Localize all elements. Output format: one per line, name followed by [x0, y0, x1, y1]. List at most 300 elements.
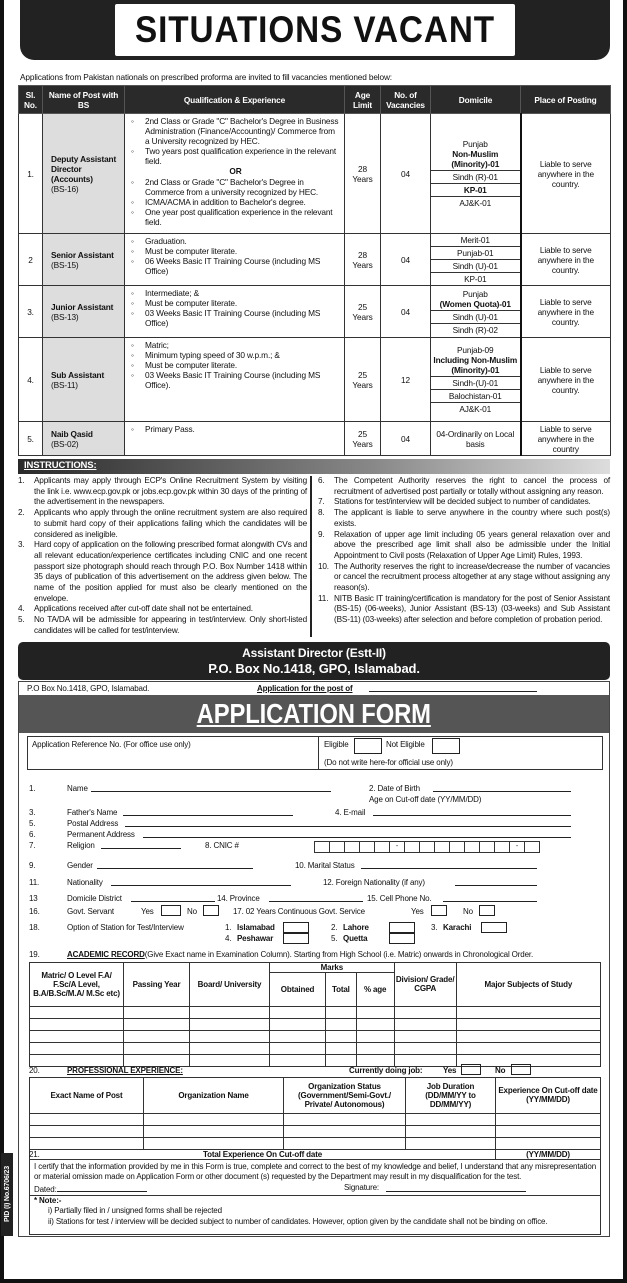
field-number: 3.: [29, 807, 36, 817]
instruction-item: [318, 562, 610, 594]
age-limit: [345, 338, 381, 422]
age-unit: Years: [352, 379, 373, 390]
academic-cell[interactable]: [456, 1042, 600, 1054]
job-no-checkbox[interactable]: [511, 1064, 531, 1075]
cnic-digit-box[interactable]: [329, 841, 345, 853]
academic-cell[interactable]: [326, 1042, 357, 1054]
col-header: Age Limit: [345, 86, 381, 114]
instruction-number: 4.: [18, 604, 25, 614]
cnic-digit-box[interactable]: -: [509, 841, 525, 853]
academic-cell[interactable]: [190, 1006, 270, 1018]
domicile-text: Punjab: [462, 139, 488, 149]
age-unit: Years: [352, 438, 373, 449]
academic-cell[interactable]: [124, 1018, 190, 1030]
domicile-item: [431, 138, 520, 171]
qualification-cell: [125, 114, 345, 234]
serial-number: 2: [19, 234, 43, 286]
station-number: 3.: [431, 922, 438, 932]
province-input[interactable]: [269, 893, 363, 902]
table-row: [19, 286, 611, 338]
domicile-text: Balochistan-01: [448, 391, 502, 401]
domicile-item: [431, 324, 520, 336]
domicile-text: Punjab-01: [457, 248, 494, 258]
academic-cell[interactable]: [326, 1006, 357, 1018]
instruction-number: 2.: [18, 508, 25, 518]
domicile-text: AJ&K-01: [459, 198, 492, 208]
note-item: ii) Stations for test / interview will be decided subject to number of candidates. However, option given by the candidate shall not be binding on office.: [48, 1216, 548, 1226]
dob-label: 2. Date of Birth: [369, 783, 420, 793]
domicile-text: Sindh (R)-01: [452, 172, 498, 182]
domicile-quota: Including Non-Muslim (Minority)-01: [433, 355, 518, 375]
academic-cell[interactable]: [394, 1054, 456, 1066]
instruction-item: [318, 508, 610, 529]
col-header: Domicile: [431, 86, 521, 114]
govt-yes-label: Yes: [141, 906, 154, 916]
academic-cell[interactable]: [30, 1054, 124, 1066]
instructions-right: [310, 476, 610, 637]
age-unit: Years: [352, 259, 373, 270]
marital-status-input[interactable]: [361, 860, 537, 869]
domicile-text: AJ&K-01: [459, 404, 492, 414]
instruction-text: Applications received after cut-off date shall not be entertained.: [34, 604, 253, 614]
domicile-text: KP-01: [464, 274, 487, 284]
station-name: Karachi: [443, 922, 472, 932]
station-checkbox[interactable]: [389, 922, 415, 933]
vacancies: 04: [381, 422, 431, 456]
service-no-label: No: [463, 906, 473, 916]
academic-cell[interactable]: [124, 1054, 190, 1066]
post-name: Sub Assistant: [51, 369, 105, 380]
experience-cell[interactable]: [284, 1113, 406, 1125]
qualification-cell: [125, 286, 345, 338]
cnic-digit-box[interactable]: [344, 841, 360, 853]
qualification-item: ◦ 03 Weeks Basic IT Training Course (including MS Office).: [131, 370, 340, 390]
cnic-digit-box[interactable]: [359, 841, 375, 853]
station-number: 4.: [225, 933, 232, 943]
post-name-cell: [43, 114, 125, 234]
domicile-input[interactable]: [131, 893, 215, 902]
station-checkbox[interactable]: [283, 922, 309, 933]
col-header: Exact Name of Post: [30, 1077, 144, 1113]
col-header: Sl. No.: [19, 86, 43, 114]
domicile-item: [431, 390, 520, 403]
table-row: [19, 422, 611, 456]
academic-row: [30, 1018, 601, 1030]
domicile-text: Punjab: [462, 288, 488, 299]
station-number: 1.: [225, 922, 232, 932]
cnic-digit-box[interactable]: [419, 841, 435, 853]
dated-input[interactable]: [57, 1183, 147, 1192]
table-row: [19, 114, 611, 234]
vacancies: 12: [381, 338, 431, 422]
station-name: Islamabad: [237, 922, 275, 932]
instruction-number: 5.: [18, 615, 25, 625]
serial-number: 1.: [19, 114, 43, 234]
academic-desc: (Give Exact name in Examination Column). Starting from High School (i.e. Matric) onwards in Chronological Order.: [144, 949, 534, 959]
intro-text: Applications from Pakistan nationals on prescribed proforma are invited to fill vacancies mentioned below:: [20, 72, 392, 82]
age-limit: [345, 422, 381, 456]
religion-label: Religion: [67, 840, 95, 850]
pid-strip: [1, 1153, 13, 1236]
domicile-cell: [431, 422, 521, 456]
domicile-quota: KP-01: [463, 185, 487, 195]
academic-cell[interactable]: [270, 1042, 326, 1054]
certification-box: [29, 1159, 601, 1235]
govt-no-checkbox[interactable]: [203, 905, 219, 916]
qualification-item: ◦ One year post qualification experience in the relevant field.: [131, 207, 340, 227]
cnic-label: 8. CNIC #: [205, 840, 239, 850]
email-input[interactable]: [373, 807, 571, 816]
experience-cell[interactable]: [496, 1125, 601, 1137]
experience-table: [29, 1077, 601, 1160]
age-value: 25: [358, 428, 367, 439]
academic-cell[interactable]: [270, 1030, 326, 1042]
col-header: Place of Posting: [521, 86, 611, 114]
service-yes-checkbox[interactable]: [431, 905, 447, 916]
field-number: 11.: [29, 877, 40, 887]
cnic-digit-box[interactable]: [404, 841, 420, 853]
qualification-item: ◦ Primary Pass.: [131, 424, 340, 434]
cnic-digit-box[interactable]: [464, 841, 480, 853]
permanent-address-input[interactable]: [143, 829, 571, 838]
domicile-cell: [431, 286, 521, 338]
academic-cell[interactable]: [190, 1030, 270, 1042]
post-name-cell: [43, 286, 125, 338]
job-yes-checkbox[interactable]: [461, 1064, 481, 1075]
permanent-address-label: Permanent Address: [67, 829, 135, 839]
post-bs: (BS-11): [51, 379, 78, 390]
field-number: 16.: [29, 906, 40, 916]
page-content: [3, 0, 610, 1241]
not-eligible-checkbox[interactable]: [432, 738, 460, 754]
academic-cell[interactable]: [190, 1054, 270, 1066]
academic-cell[interactable]: [456, 1030, 600, 1042]
service-no-checkbox[interactable]: [479, 905, 495, 916]
qualification-item: ◦ 2nd Class or Grade "C" Bachelor's Degree in Business Administration (Finance/Accounting)/ Commerce from a University recognized by HEC.: [131, 116, 340, 146]
post-of-input[interactable]: [369, 683, 537, 692]
total-experience-unit: (YY/MM/DD): [496, 1149, 601, 1159]
academic-cell[interactable]: [270, 1006, 326, 1018]
govt-yes-checkbox[interactable]: [161, 905, 181, 916]
current-job-label: Currently doing job:: [349, 1065, 423, 1075]
postal-address-label: Postal Address: [67, 818, 119, 828]
domicile-item: [431, 197, 520, 209]
cnic-digit-box[interactable]: [524, 841, 540, 853]
continuous-service-label: 17. 02 Years Continuous Govt. Service: [233, 906, 365, 916]
domicile-text: 04-Ordinarily on Local basis: [436, 428, 515, 449]
email-label: 4. E-mail: [335, 807, 366, 817]
instruction-text: No TA/DA will be admissible for appearing in test/interview. Only short-listed candidates will be called for test/interview.: [34, 615, 307, 635]
instruction-number: 3.: [18, 540, 25, 550]
academic-cell[interactable]: [270, 1018, 326, 1030]
academic-cell[interactable]: [30, 1018, 124, 1030]
cnic-digit-box[interactable]: [494, 841, 510, 853]
instruction-number: 1.: [18, 476, 25, 485]
domicile-label: Domicile District: [67, 893, 122, 903]
place-of-posting: Liable to serve anywhere in the country.: [521, 234, 611, 286]
experience-cell[interactable]: [406, 1137, 496, 1149]
instruction-text: Hard copy of application on the following prescribed format alongwith CVs and all relevant education/experience certificates including CNIC and one recent passport size photograph should reach through P.O. Box Number 1418 within 35 days of publication of this advertisement on the address given below. The name of the position applied for must also be clearly mentioned on the envelope.: [34, 540, 307, 603]
instruction-item: [18, 476, 307, 508]
post-of-label: Application for the post of: [257, 683, 353, 693]
field-number: 13: [29, 893, 38, 903]
experience-cell[interactable]: [30, 1125, 144, 1137]
experience-cell[interactable]: [284, 1137, 406, 1149]
academic-cell[interactable]: [30, 1006, 124, 1018]
academic-cell[interactable]: [394, 1018, 456, 1030]
province-label: 14. Province: [217, 893, 260, 903]
academic-cell[interactable]: [356, 1042, 394, 1054]
academic-cell[interactable]: [356, 1018, 394, 1030]
qualification-item: ◦ ICMA/ACMA in addition to Bachelor's degree.: [131, 197, 340, 207]
academic-cell[interactable]: [270, 1054, 326, 1066]
qualification-item: ◦ 2nd Class or Grade "C" Bachelor's Degree in Commerce from a university recognized by HEC.: [131, 177, 340, 197]
nationality-input[interactable]: [111, 877, 291, 886]
experience-cell[interactable]: [144, 1137, 284, 1149]
domicile-text: Sindh-(U)-01: [452, 378, 499, 388]
instruction-item: [18, 604, 307, 615]
serial-number: 4.: [19, 338, 43, 422]
age-unit: Years: [352, 173, 373, 184]
academic-cell[interactable]: [394, 1030, 456, 1042]
religion-input[interactable]: [101, 840, 181, 849]
academic-cell[interactable]: [326, 1054, 357, 1066]
postal-address-input[interactable]: [125, 818, 571, 827]
qualification-item: ◦ Must be computer literate.: [131, 298, 340, 308]
eligible-checkbox[interactable]: [354, 738, 382, 754]
academic-cell[interactable]: [456, 1006, 600, 1018]
col-header: Organization Name: [144, 1077, 284, 1113]
vacancies-table: [18, 85, 611, 456]
signature-input[interactable]: [386, 1183, 526, 1192]
col-header: Major Subjects of Study: [456, 962, 600, 1006]
col-header: Matric/ O Level F.A/ F.Sc/A Level, B.A/B.Sc/M.A/ M.Sc etc): [30, 962, 124, 1006]
academic-cell[interactable]: [356, 1054, 394, 1066]
academic-cell[interactable]: [190, 1018, 270, 1030]
experience-cell[interactable]: [284, 1125, 406, 1137]
instruction-number: 8.: [318, 508, 325, 518]
station-name: Lahore: [343, 922, 369, 932]
qualification-cell: [125, 234, 345, 286]
post-name: Senior Assistant: [51, 249, 114, 260]
academic-cell[interactable]: [356, 1006, 394, 1018]
note-title: * Note:-: [34, 1195, 62, 1205]
age-value: 25: [358, 301, 367, 312]
instructions-heading: INSTRUCTIONS:: [18, 459, 610, 474]
station-checkbox[interactable]: [389, 933, 415, 944]
instruction-item: [18, 508, 307, 540]
academic-cell[interactable]: [456, 1018, 600, 1030]
age-unit: Years: [352, 311, 373, 322]
experience-cell[interactable]: [30, 1137, 144, 1149]
experience-cell[interactable]: [496, 1113, 601, 1125]
address-banner: [18, 642, 610, 680]
experience-row: [30, 1113, 601, 1125]
academic-cell[interactable]: [394, 1006, 456, 1018]
post-name-cell: [43, 234, 125, 286]
academic-title: ACADEMIC RECORD: [67, 949, 145, 959]
address-line1: Assistant Director (Estt-II): [242, 645, 386, 660]
post-name-cell: [43, 338, 125, 422]
father-name-input[interactable]: [123, 807, 293, 816]
instruction-item: [18, 615, 307, 636]
official-note: (Do not write here-for official use only): [324, 757, 453, 767]
academic-cell[interactable]: [30, 1030, 124, 1042]
post-name: Naib Qasid: [51, 428, 93, 439]
post-name: Junior Assistant: [51, 301, 114, 312]
qualification-item: ◦ Must be computer literate.: [131, 360, 340, 370]
experience-row: [30, 1125, 601, 1137]
qualification-item: ◦ Minimum typing speed of 30 w.p.m.; &: [131, 350, 340, 360]
cnic-digit-box[interactable]: [449, 841, 465, 853]
domicile-text: Sindh (U)-01: [452, 311, 498, 322]
col-header: Passing Year: [124, 962, 190, 1006]
instruction-text: The applicant is liable to serve anywhere in the country where such post(s) exists.: [334, 508, 610, 528]
station-name: Peshawar: [237, 933, 274, 943]
station-option-label: Option of Station for Test/Interview: [67, 922, 184, 932]
post-name: Deputy Assistant Director (Accounts): [51, 153, 117, 184]
serial-number: 3.: [19, 286, 43, 338]
gender-input[interactable]: [97, 860, 253, 869]
dob-input[interactable]: [433, 783, 571, 792]
experience-cell[interactable]: [406, 1113, 496, 1125]
col-header: Name of Post with BS: [43, 86, 125, 114]
qualification-item: ◦ Must be computer literate.: [131, 246, 340, 256]
place-of-posting: Liable to serve anywhere in the country: [521, 422, 611, 456]
cnic-digit-box[interactable]: [374, 841, 390, 853]
academic-row: [30, 1042, 601, 1054]
academic-cell[interactable]: [326, 1018, 357, 1030]
academic-cell[interactable]: [124, 1042, 190, 1054]
experience-row: [30, 1137, 601, 1149]
foreign-nationality-input[interactable]: [455, 877, 537, 886]
field-number: 20.: [29, 1065, 40, 1075]
cell-phone-input[interactable]: [443, 893, 537, 902]
cnic-input[interactable]: [315, 841, 540, 853]
instruction-text: The Authority reserves the right to increase/decrease the number of vacancies or cancel the recruitment process altogether at any stage without assigning any reason(s).: [334, 561, 610, 593]
name-input[interactable]: [91, 783, 331, 792]
vacancies: 04: [381, 114, 431, 234]
instruction-number: 11.: [318, 593, 329, 603]
nationality-label: Nationality: [67, 877, 103, 887]
station-checkbox[interactable]: [481, 922, 507, 933]
station-number: 5.: [331, 933, 338, 943]
cnic-digit-box[interactable]: [479, 841, 495, 853]
field-number: 19.: [29, 949, 40, 959]
station-checkbox[interactable]: [283, 933, 309, 944]
instruction-item: [318, 594, 610, 626]
academic-cell[interactable]: [326, 1030, 357, 1042]
col-header: % age: [356, 972, 394, 1006]
instruction-text: Relaxation of upper age limit including 05 years general relaxation over and above the prescribed age limit shall also be admissible under the Initial Appointment to Civil posts (Relaxation of Upper Age Limit) Rules, 1993.: [334, 529, 610, 560]
qualification-item: ◦ Intermediate; &: [131, 288, 340, 298]
academic-cell[interactable]: [30, 1042, 124, 1054]
academic-cell[interactable]: [124, 1006, 190, 1018]
age-value: 25: [358, 369, 367, 380]
cnic-digit-box[interactable]: [314, 841, 330, 853]
experience-cell[interactable]: [496, 1137, 601, 1149]
qualification-item: ◦ 03 Weeks Basic IT Training Course (including MS Office): [131, 308, 340, 328]
col-header: Board/ University: [190, 962, 270, 1006]
form-title-bar: [19, 695, 609, 733]
age-limit: [345, 114, 381, 234]
domicile-text: Merit-01: [460, 235, 490, 245]
experience-cell[interactable]: [30, 1113, 144, 1125]
instruction-item: [318, 530, 610, 562]
qualification-cell: [125, 422, 345, 456]
academic-row: [30, 1030, 601, 1042]
note-item: i) Partially filed in / unsigned forms shall be rejected: [48, 1206, 222, 1216]
post-name-cell: [43, 422, 125, 456]
service-yes-label: Yes: [411, 906, 424, 916]
instruction-text: NITB Basic IT training/certification is mandatory for the post of Senior Assistant (BS-15) (06-weeks), Junior Assistant (BS-13) (03-weeks) and Sub Assistant (BS-11) (03-weeks) after selection and before completion of probation period.: [334, 593, 610, 625]
academic-table: [29, 962, 601, 1067]
academic-cell[interactable]: [190, 1042, 270, 1054]
academic-cell[interactable]: [356, 1030, 394, 1042]
domicile-cell: [431, 234, 521, 286]
instruction-item: [18, 540, 307, 604]
certification-text: I certify that the information provided by me in this Form is true, complete and correct to the best of my knowledge and belief, I understand that any misrepresentation or material omission made on Application Form or other document (s) requested by the Department may result in my disqualification for the test.: [34, 1161, 596, 1182]
job-no-label: No: [495, 1065, 506, 1075]
qualification-item: ◦ Two years post qualification experience in the relevant field.: [131, 146, 340, 166]
domicile-item: [431, 311, 520, 324]
name-label: Name: [67, 783, 88, 793]
vacancies: 04: [381, 286, 431, 338]
vacancies: 04: [381, 234, 431, 286]
eligible-label: Eligible: [324, 739, 349, 749]
station-name: Quetta: [343, 933, 368, 943]
not-eligible-label: Not Eligible: [386, 739, 425, 749]
experience-cell[interactable]: [406, 1125, 496, 1137]
cnic-digit-box[interactable]: [434, 841, 450, 853]
domicile-item: [431, 260, 520, 273]
domicile-quota: (Women Quota)-01: [439, 298, 511, 309]
domicile-item: [431, 273, 520, 285]
domicile-item: [431, 234, 520, 247]
field-number: 9.: [29, 860, 36, 870]
instruction-number: 6.: [318, 476, 325, 485]
field-number: 7.: [29, 840, 36, 850]
place-of-posting: Liable to serve anywhere in the country.: [521, 114, 611, 234]
academic-cell[interactable]: [394, 1042, 456, 1054]
experience-cell[interactable]: [144, 1125, 284, 1137]
domicile-cell: [431, 338, 521, 422]
col-header: Experience On Cut-off date (YY/MM/DD): [496, 1077, 601, 1113]
domicile-text: Punjab-09: [457, 345, 494, 355]
table-row: [19, 338, 611, 422]
form-po-box: P.O Box No.1418, GPO, Islamabad.: [27, 683, 150, 693]
post-bs: (BS-02): [51, 438, 79, 449]
application-form: [3, 681, 610, 1237]
col-header: Qualification & Experience: [125, 86, 345, 114]
address-line2: P.O. Box No.1418, GPO, Islamabad.: [208, 660, 420, 676]
pid-number: PID (I) No.6706/23: [3, 1166, 11, 1223]
post-bs: (BS-16): [51, 183, 79, 194]
page-title: SITUATIONS VACANT: [135, 9, 496, 50]
job-yes-label: Yes: [443, 1065, 457, 1075]
academic-cell[interactable]: [124, 1030, 190, 1042]
domicile-item: [431, 428, 520, 450]
cnic-digit-box[interactable]: -: [389, 841, 405, 853]
experience-cell[interactable]: [144, 1113, 284, 1125]
instruction-item: [318, 476, 610, 497]
instruction-number: 10.: [318, 561, 329, 571]
domicile-item: [431, 344, 520, 377]
table-row: [19, 234, 611, 286]
age-label: Age on Cut-off date (YY/MM/DD): [369, 794, 482, 804]
academic-row: [30, 1006, 601, 1018]
domicile-quota: Non-Muslim (Minority)-01: [451, 149, 500, 169]
